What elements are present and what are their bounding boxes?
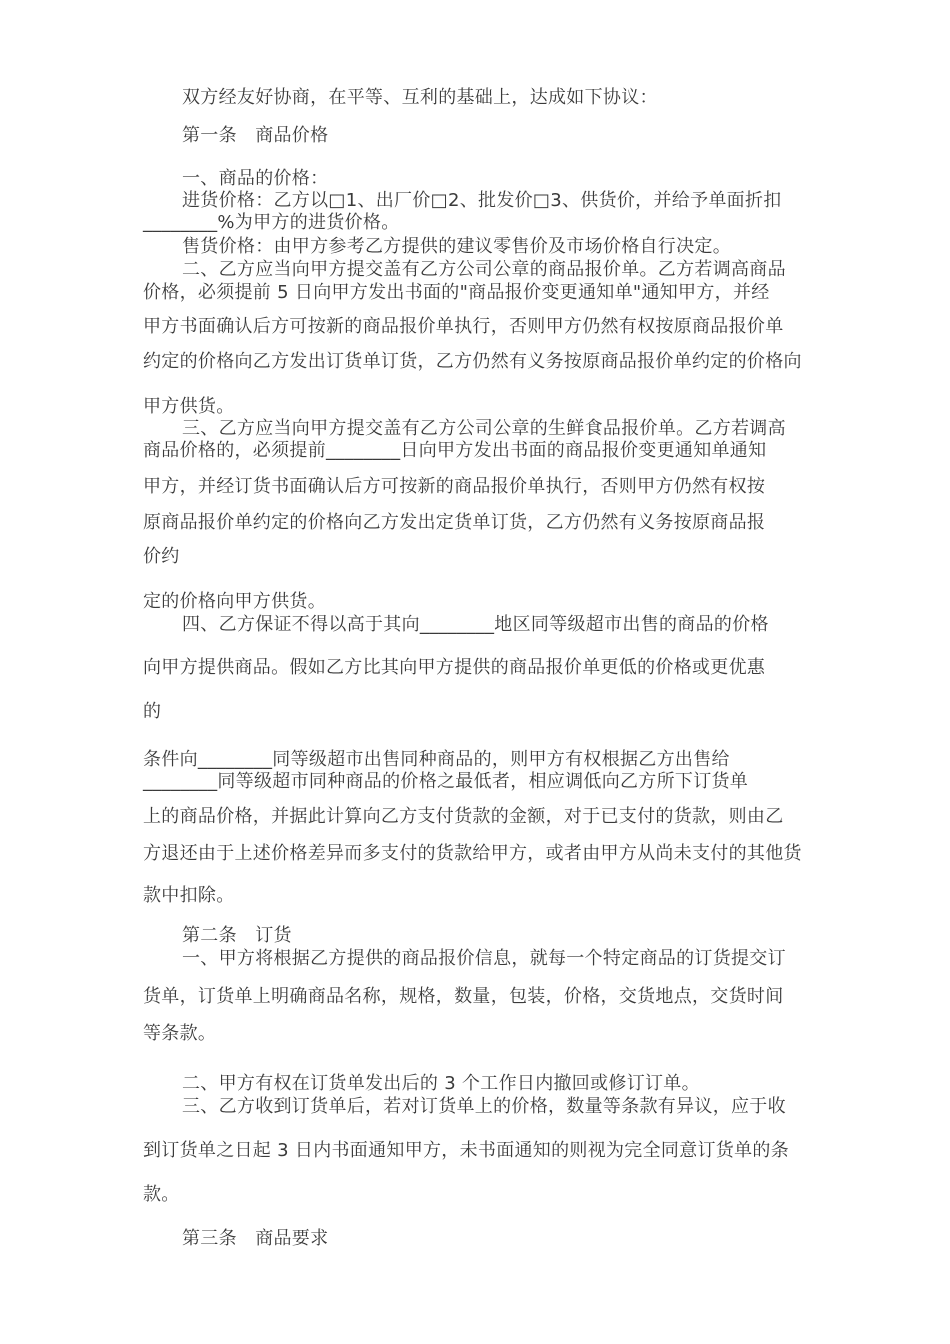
order-clause-3-line: 三、乙方收到订货单后，若对订货单上的价格，数量等条款有异议，应于收 (182, 1096, 786, 1117)
order-clause-3-line: 到订货单之日起 3 日内书面通知甲方，未书面通知的则视为完全同意订货单的条 (143, 1140, 789, 1161)
clause-3-line: 原商品报价单约定的价格向乙方发出定货单订货，乙方仍然有义务按原商品报 (143, 512, 766, 533)
intro-line: 双方经友好协商，在平等、互利的基础上，达成如下协议： (182, 87, 658, 108)
clause-4-line: 方退还由于上述价格差异而多支付的货款给甲方，或者由甲方从尚未支付的其他货 (143, 843, 802, 864)
order-clause-1-line: 等条款。 (143, 1023, 217, 1044)
clause-4-line: 款中扣除。 (143, 885, 235, 906)
clause-3-line: 甲方，并经订货书面确认后方可按新的商品报价单执行，否则甲方仍然有权按 (143, 476, 766, 497)
clause-2-line: 二、乙方应当向甲方提交盖有乙方公司公章的商品报价单。乙方若调高商品 (182, 259, 786, 280)
clause-3-line: 商品价格的，必须提前________日向甲方发出书面的商品报价变更通知单通知 (143, 440, 767, 461)
section-1-heading: 一、商品的价格： (182, 168, 329, 189)
article-1-heading: 第一条 商品价格 (182, 125, 329, 146)
order-clause-1-line: 一、甲方将根据乙方提供的商品报价信息，就每一个特定商品的订货提交订 (182, 948, 786, 969)
purchase-price-cont: ________%为甲方的进货价格。 (143, 212, 400, 233)
clause-4-line: 向甲方提供商品。假如乙方比其向甲方提供的商品报价单更低的价格或更优惠 (143, 657, 766, 678)
clause-4-line: 上的商品价格，并据此计算向乙方支付货款的金额，对于已支付的货款，则由乙 (143, 806, 784, 827)
order-clause-1-line: 货单，订货单上明确商品名称，规格，数量，包装，价格，交货地点，交货时间 (143, 986, 784, 1007)
article-3-heading: 第三条 商品要求 (182, 1228, 329, 1249)
sale-price-line: 售货价格：由甲方参考乙方提供的建议零售价及市场价格自行决定。 (182, 236, 731, 257)
article-2-heading: 第二条 订货 (182, 925, 292, 946)
order-clause-3-line: 款。 (143, 1184, 180, 1205)
clause-4-line: 四、乙方保证不得以高于其向________地区同等级超市出售的商品的价格 (182, 614, 769, 635)
clause-2-line: 甲方书面确认后方可按新的商品报价单执行，否则甲方仍然有权按原商品报价单 (143, 316, 784, 337)
clause-2-line: 甲方供货。 (143, 396, 235, 417)
clause-3-line: 三、乙方应当向甲方提交盖有乙方公司公章的生鲜食品报价单。乙方若调高 (182, 418, 786, 439)
clause-4-line: ________同等级超市同种商品的价格之最低者，相应调低向乙方所下订货单 (143, 771, 749, 792)
clause-3-line: 定的价格向甲方供货。 (143, 591, 326, 612)
clause-4-line: 的 (143, 701, 162, 722)
order-clause-2-line: 二、甲方有权在订货单发出后的 3 个工作日内撤回或修订订单。 (182, 1073, 700, 1094)
clause-2-line: 约定的价格向乙方发出订货单订货，乙方仍然有义务按原商品报价单约定的价格向 (143, 351, 802, 372)
clause-4-line: 条件向________同等级超市出售同种商品的，则甲方有权根据乙方出售给 (143, 749, 730, 770)
clause-2-line: 价格，必须提前 5 日向甲方发出书面的"商品报价变更通知单"通知甲方，并经 (143, 282, 770, 303)
clause-3-line: 价约 (143, 546, 180, 567)
purchase-price-line: 进货价格：乙方以□1、出厂价□2、批发价□3、供货价，并给予单面折扣 (182, 190, 782, 211)
